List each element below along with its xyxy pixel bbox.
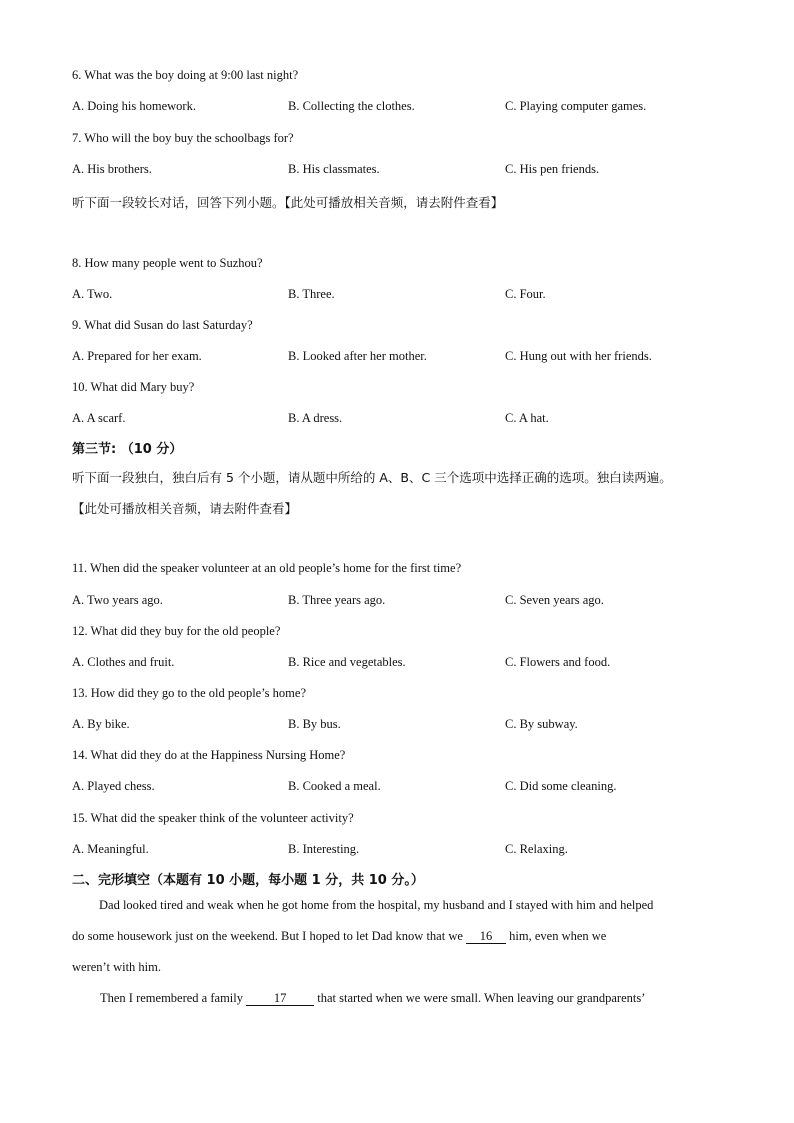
option-6b: B. Collecting the clothes. — [288, 99, 415, 113]
question-14: 14. What did they do at the Happiness Nursing Home? — [72, 748, 346, 762]
question-9: 9. What did Susan do last Saturday? — [72, 318, 253, 332]
monologue-instruction: 听下面一段独白，独白后有 5 个小题，请从题中所给的 A、B、C 三个选项中选择正确的选项。独白读两遍。 — [72, 470, 672, 485]
option-9c: C. Hung out with her friends. — [505, 349, 652, 363]
option-15a: A. Meaningful. — [72, 842, 149, 856]
option-6a: A. Doing his homework. — [72, 99, 196, 113]
option-10a: A. A scarf. — [72, 411, 126, 425]
option-8a: A. Two. — [72, 287, 113, 301]
option-13b: B. By bus. — [288, 717, 341, 731]
option-7a: A. His brothers. — [72, 162, 152, 176]
option-12c: C. Flowers and food. — [505, 655, 611, 669]
question-11: 11. When did the speaker volunteer at an old people’s home for the first time? — [72, 561, 462, 575]
part2-title: 二、完形填空（本题有 10 小题，每小题 1 分，共 10 分。） — [72, 873, 424, 888]
option-10b: B. A dress. — [288, 411, 343, 425]
option-6c: C. Playing computer games. — [505, 99, 647, 113]
option-11b: B. Three years ago. — [288, 593, 386, 607]
option-10c: C. A hat. — [505, 411, 549, 425]
option-9a: A. Prepared for her exam. — [72, 349, 202, 363]
question-7: 7. Who will the boy buy the schoolbags for? — [72, 131, 294, 145]
options-7 — [72, 162, 752, 180]
option-7c: C. His pen friends. — [505, 162, 600, 176]
options-11 — [72, 593, 752, 611]
option-14b: B. Cooked a meal. — [288, 779, 381, 793]
question-6: 6. What was the boy doing at 9:00 last night? — [72, 68, 299, 82]
blank-16: 16 — [466, 930, 506, 944]
options-13 — [72, 717, 752, 735]
option-14a: A. Played chess. — [72, 779, 155, 793]
passage-line-2-end: him, even when we — [509, 929, 607, 943]
question-12: 12. What did they buy for the old people? — [72, 624, 281, 638]
option-8b: B. Three. — [288, 287, 335, 301]
question-13: 13. How did they go to the old people’s home? — [72, 686, 306, 700]
options-15 — [72, 842, 752, 860]
passage-line-1: Dad looked tired and weak when he got home from the hospital, my husband and I stayed with him and helped — [99, 898, 654, 912]
options-9 — [72, 349, 752, 367]
long-dialogue-instruction: 听下面一段较长对话，回答下列小题。【此处可播放相关音频，请去附件查看】 — [72, 195, 504, 210]
option-7b: B. His classmates. — [288, 162, 380, 176]
option-15b: B. Interesting. — [288, 842, 360, 856]
options-14 — [72, 779, 752, 797]
passage-line-4-end: that started when we were small. When leaving our grandparents’ — [317, 991, 646, 1005]
options-12 — [72, 655, 752, 673]
passage-line-4-start: Then I remembered a family — [100, 991, 243, 1005]
option-15c: C. Relaxing. — [505, 842, 568, 856]
passage-line-2 — [72, 929, 606, 944]
blank-17: 17 — [246, 992, 314, 1006]
option-11a: A. Two years ago. — [72, 593, 163, 607]
options-6 — [72, 99, 752, 117]
option-12a: A. Clothes and fruit. — [72, 655, 175, 669]
option-13a: A. By bike. — [72, 717, 130, 731]
question-15: 15. What did the speaker think of the volunteer activity? — [72, 811, 354, 825]
question-8: 8. How many people went to Suzhou? — [72, 256, 263, 270]
passage-line-3: weren’t with him. — [72, 960, 161, 974]
option-11c: C. Seven years ago. — [505, 593, 604, 607]
option-13c: C. By subway. — [505, 717, 578, 731]
options-10 — [72, 411, 752, 429]
passage-line-4 — [100, 991, 645, 1006]
question-10: 10. What did Mary buy? — [72, 380, 195, 394]
audio-note: 【此处可播放相关音频，请去附件查看】 — [72, 501, 298, 516]
options-8 — [72, 287, 752, 305]
option-12b: B. Rice and vegetables. — [288, 655, 406, 669]
option-8c: C. Four. — [505, 287, 546, 301]
option-14c: C. Did some cleaning. — [505, 779, 617, 793]
option-9b: B. Looked after her mother. — [288, 349, 427, 363]
passage-line-2-start: do some housework just on the weekend. But I hoped to let Dad know that we — [72, 929, 463, 943]
section3-title: 第三节: （10 分） — [72, 442, 183, 457]
